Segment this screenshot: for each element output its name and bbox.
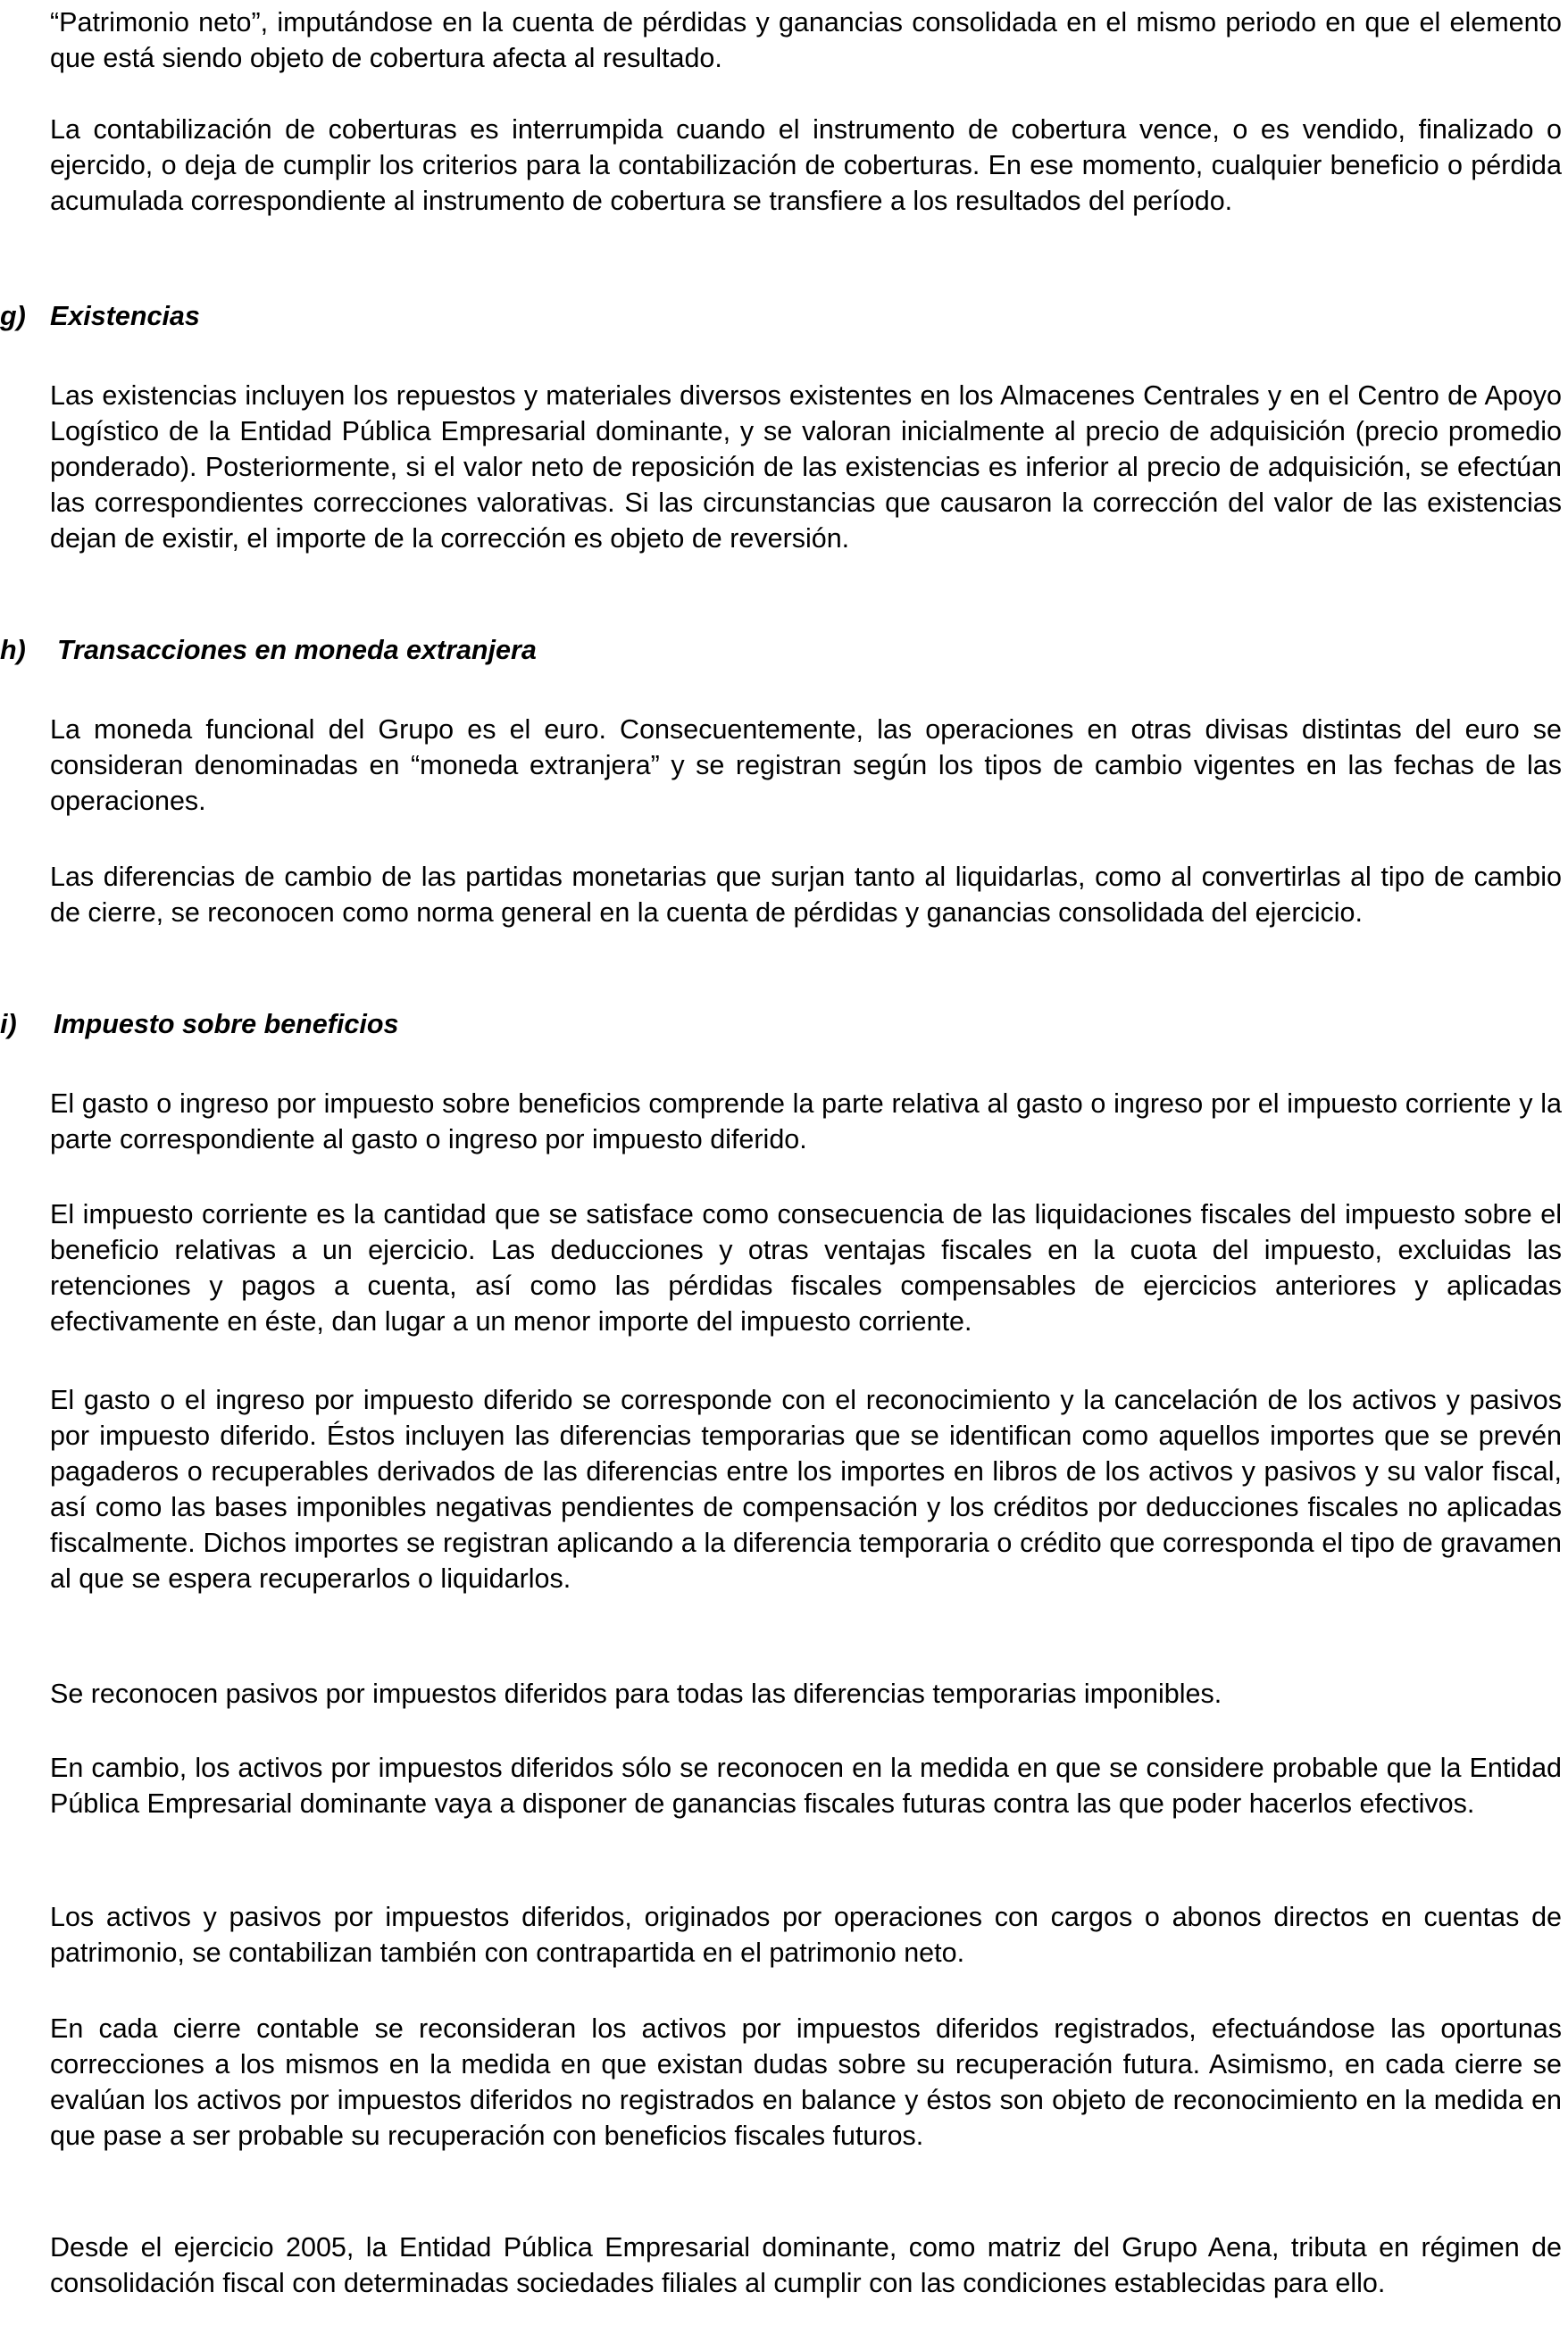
paragraph-equity-deferred-taxes: Los activos y pasivos por impuestos diferidos, originados por operaciones con cargos o abonos directos en cuentas de patrimonio, se contabilizan también con contrapartida en el patrimonio neto. (50, 1902, 1562, 1968)
paragraph-inventories: Las existencias incluyen los repuestos y materiales diversos existentes en los Almacenes Centrales y en el Centro de Apoyo Logístico de la Entidad Pública Empresarial dominante, y se valoran inicialmente al precio de adquisición (precio promedio ponderado). Posteriormente, si el valor neto de reposición de las existencias es inferior al precio de adquisición, se efectúan las correspondientes correcciones valorativas. Si las circunstancias que causaron la corrección del valor de las existencias dejan de existir, el importe de la corrección es objeto de reversión. (50, 380, 1562, 554)
paragraph-deferred-tax: El gasto o el ingreso por impuesto diferido se corresponde con el reconocimiento y la cancelación de los activos y pasivos por impuesto diferido. Éstos incluyen las diferencias temporarias que se identifican como aquellos importes que se prevén pagaderos o recuperables derivados de las diferencias entre los importes en libros de los activos y pasivos y su valor fiscal, así como las bases imponibles negativas pendientes de compensación y los créditos por deducciones fiscales no aplicadas fiscalmente. Dichos importes se registran aplicando a la diferencia temporaria o crédito que corresponda el tipo de gravamen al que se espera recuperarlos o liquidarlos. (50, 1385, 1562, 1594)
section-heading-g (0, 298, 200, 334)
paragraph-year-end-reassessment: En cada cierre contable se reconsideran los activos por impuestos diferidos registrados, efectuándose las oportunas correcciones a los mismos en la medida en que existan dudas sobre su recuperación futura. Asimismo, en cada cierre se evalúan los activos por impuestos diferidos no registrados en balance y éstos son objeto de reconocimiento en la medida en que pase a ser probable su recuperación con beneficios fiscales futuros. (50, 2013, 1562, 2151)
paragraph-hedge-discontinuation: La contabilización de coberturas es interrumpida cuando el instrumento de cobertura vence, o es vendido, finalizado o ejercido, o deja de cumplir los criterios para la contabilización de coberturas. En ese momento, cualquier beneficio o pérdida acumulada correspondiente al instrumento de cobertura se transfiere a los resultados del período. (50, 114, 1562, 216)
section-title: Impuesto sobre beneficios (54, 1009, 399, 1039)
paragraph-current-tax: El impuesto corriente es la cantidad que se satisface como consecuencia de las liquidaciones fiscales del impuesto sobre el beneficio relativas a un ejercicio. Las deducciones y otras ventajas fiscales en la cuota del impuesto, excluidas las retenciones y pagos a cuenta, así como las pérdidas fiscales compensables de ejercicios anteriores y aplicadas efectivamente en éste, dan lugar a un menor importe del impuesto corriente. (50, 1199, 1562, 1337)
section-title: Transacciones en moneda extranjera (57, 635, 537, 665)
paragraph-tax-consolidation: Desde el ejercicio 2005, la Entidad Pública Empresarial dominante, como matriz del Grupo Aena, tributa en régimen de consolidación fiscal con determinadas sociedades filiales al cumplir con las condiciones establecidas para ello. (50, 2232, 1562, 2298)
section-letter: i) (0, 1009, 17, 1039)
section-heading-h (0, 632, 537, 668)
paragraph-income-tax-expense: El gasto o ingreso por impuesto sobre beneficios comprende la parte relativa al gasto o ingreso por el impuesto corriente y la parte correspondiente al gasto o ingreso por impuesto diferido. (50, 1088, 1562, 1154)
section-letter: h) (0, 635, 26, 665)
paragraph-functional-currency: La moneda funcional del Grupo es el euro. Consecuentemente, las operaciones en otras divisas distintas del euro se consideran denominadas en “moneda extranjera” y se registran según los tipos de cambio vigentes en las fechas de las operaciones. (50, 714, 1562, 816)
paragraph-exchange-differences: Las diferencias de cambio de las partidas monetarias que surjan tanto al liquidarlas, como al convertirlas al tipo de cambio de cierre, se reconocen como norma general en la cuenta de pérdidas y ganancias consolidada del ejercicio. (50, 862, 1562, 928)
section-title: Existencias (50, 301, 200, 331)
paragraph-deferred-tax-liabilities: Se reconocen pasivos por impuestos diferidos para todas las diferencias temporarias imponibles. (50, 1679, 1222, 1709)
paragraph-deferred-tax-assets: En cambio, los activos por impuestos diferidos sólo se reconocen en la medida en que se considere probable que la Entidad Pública Empresarial dominante vaya a disponer de ganancias fiscales futuras contra las que poder hacerlos efectivos. (50, 1753, 1562, 1819)
section-letter: g) (0, 301, 26, 331)
section-heading-i (0, 1006, 398, 1042)
paragraph-hedge-equity: “Patrimonio neto”, imputándose en la cuenta de pérdidas y ganancias consolidada en el mismo periodo en que el elemento que está siendo objeto de cobertura afecta al resultado. (50, 7, 1562, 73)
